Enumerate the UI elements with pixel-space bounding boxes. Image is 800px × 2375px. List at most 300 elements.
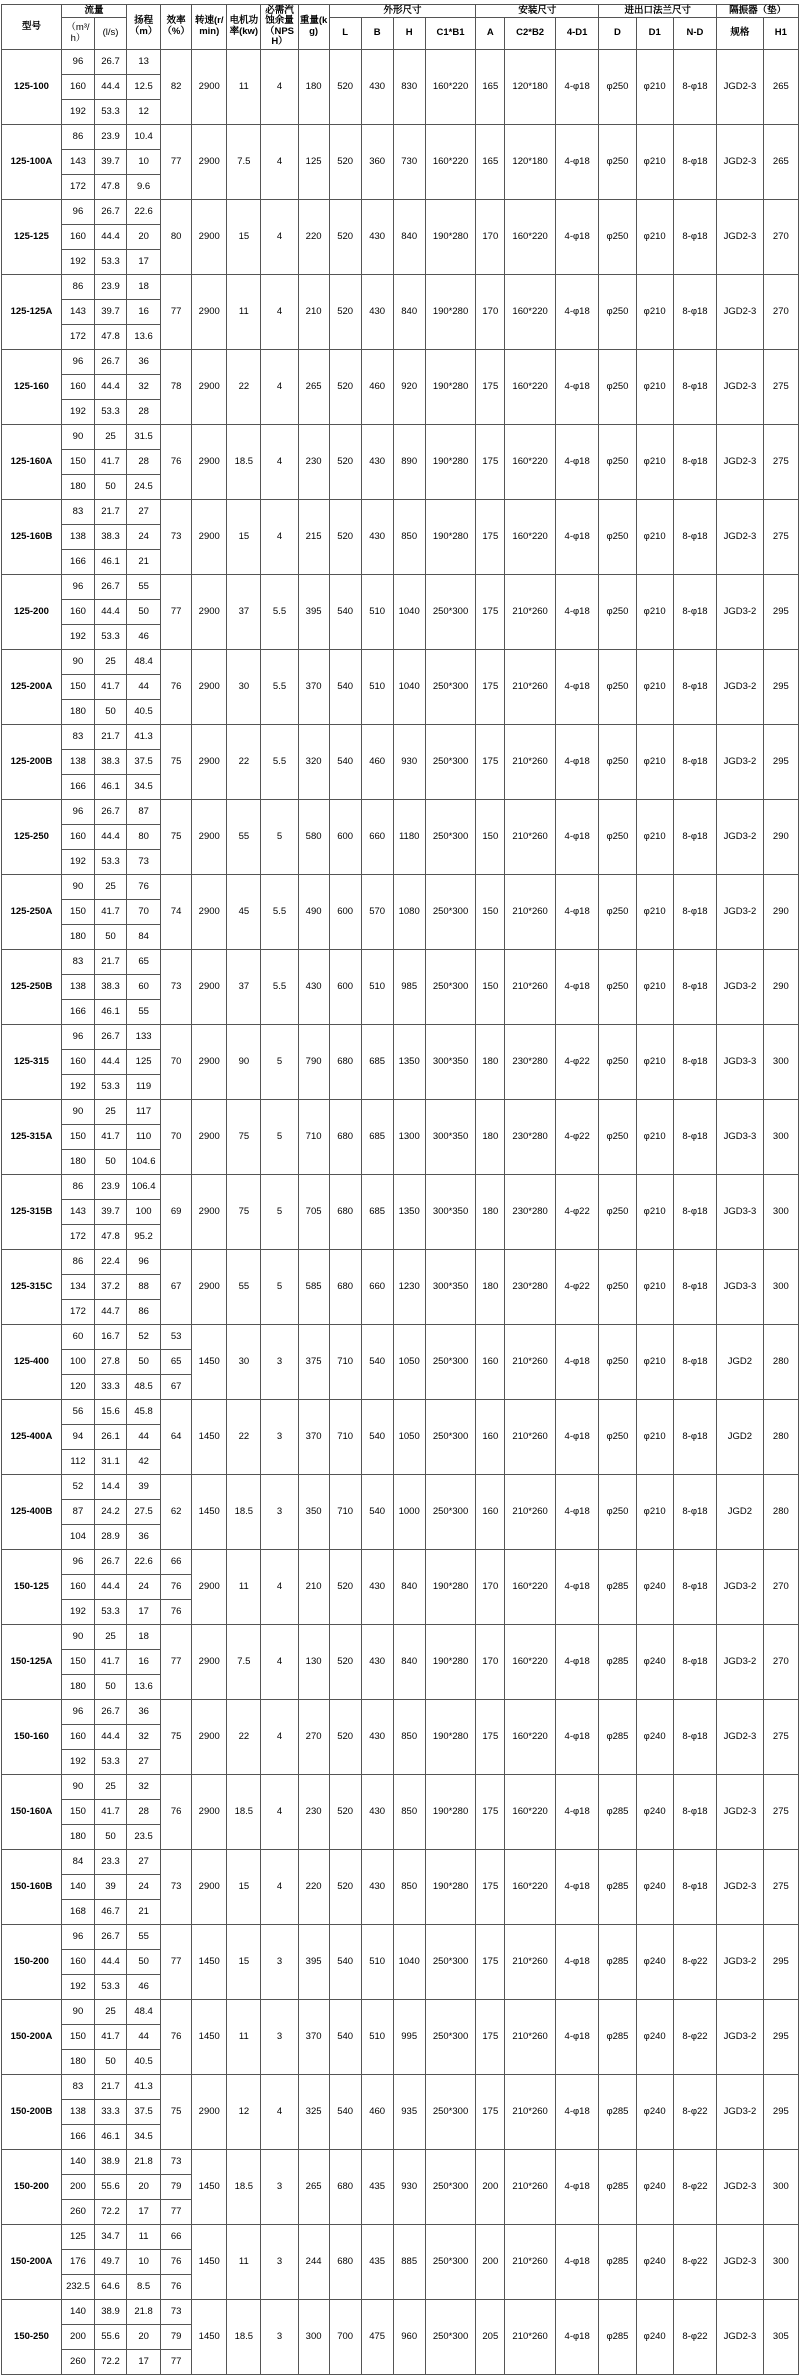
cell-flow-ls: 49.7 [95,2249,127,2274]
cell-A: 165 [476,124,505,199]
cell-flow-ls: 23.9 [95,1174,127,1199]
cell-npsh: 5 [261,1174,298,1249]
cell-head: 17 [127,2199,161,2224]
cell-A: 170 [476,274,505,349]
header-efficiency: 效率（%） [161,5,192,50]
cell-flow-ls: 44.4 [95,824,127,849]
cell-head: 18 [127,274,161,299]
cell-weight: 370 [298,649,329,724]
cell-flow-ls: 46.1 [95,999,127,1024]
cell-B: 460 [361,724,393,799]
cell-L: 520 [329,1699,361,1774]
cell-rpm: 2900 [192,124,227,199]
cell-flow-m3h: 140 [61,2149,94,2174]
cell-B: 360 [361,124,393,199]
cell-flow-ls: 53.3 [95,1974,127,1999]
cell-C1B1: 190*280 [425,499,476,574]
cell-ND: 8-φ18 [673,649,716,724]
cell-L: 520 [329,199,361,274]
cell-head: 39 [127,1474,161,1499]
cell-C2B2: 210*260 [505,799,556,874]
cell-ND: 8-φ22 [673,2149,716,2224]
cell-H1: 280 [763,1324,798,1399]
cell-flow-ls: 26.7 [95,574,127,599]
cell-B: 510 [361,949,393,1024]
cell-D1: φ210 [636,199,673,274]
cell-power: 22 [227,349,261,424]
cell-damper-spec: JGD2-3 [717,2299,764,2374]
cell-ND: 8-φ18 [673,799,716,874]
cell-weight: 210 [298,274,329,349]
cell-damper-spec: JGD2 [717,1474,764,1549]
cell-ND: 8-φ22 [673,2299,716,2374]
cell-flow-m3h: 260 [61,2199,94,2224]
cell-head: 70 [127,899,161,924]
cell-model: 150-200A [2,1999,62,2074]
cell-npsh: 4 [261,274,298,349]
cell-4D1: 4-φ18 [555,724,598,799]
cell-H1: 280 [763,1474,798,1549]
cell-flow-m3h: 172 [61,1299,94,1324]
cell-flow-m3h: 166 [61,774,94,799]
cell-L: 710 [329,1474,361,1549]
cell-C1B1: 190*280 [425,1849,476,1924]
cell-model: 125-315A [2,1099,62,1174]
cell-D: φ250 [599,49,636,124]
cell-flow-ls: 53.3 [95,99,127,124]
cell-B: 430 [361,1774,393,1849]
cell-D1: φ210 [636,49,673,124]
cell-H: 960 [393,2299,425,2374]
cell-L: 600 [329,949,361,1024]
cell-H: 920 [393,349,425,424]
cell-flow-ls: 53.3 [95,1749,127,1774]
cell-flow-ls: 44.4 [95,1574,127,1599]
cell-C1B1: 250*300 [425,1924,476,1999]
cell-flow-m3h: 150 [61,1799,94,1824]
header-weight: 重量(kg) [298,5,329,50]
cell-head: 100 [127,1199,161,1224]
cell-npsh: 4 [261,349,298,424]
cell-flow-ls: 39 [95,1874,127,1899]
cell-C2B2: 210*260 [505,2074,556,2149]
table-row [2,1174,799,1199]
cell-4D1: 4-φ22 [555,1174,598,1249]
cell-flow-m3h: 138 [61,974,94,999]
cell-C1B1: 300*350 [425,1249,476,1324]
cell-H: 1080 [393,874,425,949]
cell-rpm: 2900 [192,1549,227,1624]
cell-flow-m3h: 83 [61,499,94,524]
cell-B: 685 [361,1099,393,1174]
cell-flow-m3h: 83 [61,2074,94,2099]
cell-efficiency: 76 [161,1574,192,1599]
cell-L: 680 [329,1024,361,1099]
table-row [2,724,799,749]
cell-rpm: 1450 [192,1999,227,2074]
cell-npsh: 3 [261,1324,298,1399]
cell-npsh: 3 [261,1999,298,2074]
table-row [2,49,799,74]
header-head: 扬程（m） [127,5,161,50]
header-C1B1: C1*B1 [425,18,476,49]
cell-head: 36 [127,1524,161,1549]
cell-model: 125-160 [2,349,62,424]
cell-efficiency: 82 [161,49,192,124]
cell-flow-ls: 24.2 [95,1499,127,1524]
cell-head: 13.6 [127,324,161,349]
cell-head: 31.5 [127,424,161,449]
cell-flow-m3h: 180 [61,474,94,499]
cell-C1B1: 190*280 [425,274,476,349]
cell-flow-m3h: 90 [61,1099,94,1124]
cell-head: 133 [127,1024,161,1049]
cell-flow-ls: 23.9 [95,124,127,149]
cell-C1B1: 190*280 [425,1774,476,1849]
cell-npsh: 5.5 [261,649,298,724]
cell-head: 8.5 [127,2274,161,2299]
header-A: A [476,18,505,49]
cell-power: 18.5 [227,1474,261,1549]
cell-head: 21.8 [127,2299,161,2324]
cell-head: 50 [127,599,161,624]
cell-flow-ls: 16.7 [95,1324,127,1349]
cell-head: 12 [127,99,161,124]
cell-efficiency: 66 [161,1549,192,1574]
cell-npsh: 5 [261,1099,298,1174]
cell-npsh: 4 [261,1699,298,1774]
cell-flow-ls: 50 [95,1149,127,1174]
cell-C1B1: 300*350 [425,1024,476,1099]
cell-D: φ250 [599,349,636,424]
cell-flow-m3h: 52 [61,1474,94,1499]
cell-4D1: 4-φ18 [555,1399,598,1474]
cell-flow-ls: 23.9 [95,274,127,299]
cell-B: 540 [361,1474,393,1549]
cell-flow-m3h: 192 [61,849,94,874]
cell-C1B1: 160*220 [425,49,476,124]
cell-H1: 275 [763,424,798,499]
cell-C1B1: 190*280 [425,1549,476,1624]
cell-L: 520 [329,124,361,199]
cell-npsh: 4 [261,424,298,499]
header-D1: D1 [636,18,673,49]
table-row [2,1099,799,1124]
cell-flow-ls: 44.4 [95,374,127,399]
cell-4D1: 4-φ22 [555,1024,598,1099]
cell-head: 48.4 [127,1999,161,2024]
cell-D: φ250 [599,1474,636,1549]
cell-flow-m3h: 168 [61,1899,94,1924]
cell-flow-m3h: 160 [61,599,94,624]
header-H: H [393,18,425,49]
cell-L: 700 [329,2299,361,2374]
cell-C2B2: 230*280 [505,1249,556,1324]
cell-flow-m3h: 86 [61,274,94,299]
cell-D1: φ240 [636,1549,673,1624]
cell-flow-ls: 44.4 [95,224,127,249]
cell-flow-ls: 46.7 [95,1899,127,1924]
cell-C1B1: 250*300 [425,1399,476,1474]
cell-flow-ls: 37.2 [95,1274,127,1299]
cell-D1: φ240 [636,2149,673,2224]
cell-flow-m3h: 160 [61,1724,94,1749]
cell-flow-ls: 44.4 [95,1724,127,1749]
table-row [2,799,799,824]
cell-C1B1: 250*300 [425,1999,476,2074]
cell-head: 65 [127,949,161,974]
cell-L: 680 [329,1249,361,1324]
cell-flow-m3h: 150 [61,674,94,699]
cell-flow-ls: 38.3 [95,749,127,774]
cell-C1B1: 250*300 [425,949,476,1024]
table-row [2,1024,799,1049]
cell-flow-ls: 47.8 [95,1224,127,1249]
cell-A: 160 [476,1399,505,1474]
cell-flow-m3h: 86 [61,124,94,149]
cell-model: 125-125A [2,274,62,349]
cell-power: 15 [227,499,261,574]
cell-4D1: 4-φ18 [555,1774,598,1849]
cell-flow-ls: 41.7 [95,449,127,474]
header-mount-group: 安装尺寸 [476,5,599,18]
cell-damper-spec: JGD2-3 [717,424,764,499]
cell-damper-spec: JGD3-2 [717,949,764,1024]
cell-C2B2: 210*260 [505,1999,556,2074]
cell-rpm: 1450 [192,2299,227,2374]
cell-weight: 705 [298,1174,329,1249]
cell-B: 430 [361,1624,393,1699]
cell-flow-ls: 47.8 [95,324,127,349]
cell-flow-m3h: 200 [61,2174,94,2199]
cell-flow-m3h: 260 [61,2349,94,2374]
cell-D1: φ210 [636,574,673,649]
cell-H1: 290 [763,874,798,949]
cell-flow-ls: 25 [95,1999,127,2024]
cell-npsh: 4 [261,1624,298,1699]
cell-head: 86 [127,1299,161,1324]
cell-D: φ250 [599,1249,636,1324]
cell-H1: 265 [763,49,798,124]
cell-head: 45.8 [127,1399,161,1424]
cell-head: 95.2 [127,1224,161,1249]
cell-head: 46 [127,1974,161,1999]
cell-damper-spec: JGD3-2 [717,724,764,799]
cell-head: 52 [127,1324,161,1349]
cell-flow-ls: 41.7 [95,1649,127,1674]
cell-weight: 265 [298,349,329,424]
cell-C1B1: 250*300 [425,2074,476,2149]
cell-A: 165 [476,49,505,124]
cell-flow-ls: 33.3 [95,1374,127,1399]
header-power: 电机功率(kw) [227,5,261,50]
cell-flow-m3h: 86 [61,1249,94,1274]
cell-C2B2: 160*220 [505,349,556,424]
cell-damper-spec: JGD2-3 [717,2224,764,2299]
cell-power: 22 [227,724,261,799]
cell-4D1: 4-φ18 [555,124,598,199]
cell-rpm: 1450 [192,1324,227,1399]
cell-H: 1040 [393,574,425,649]
cell-B: 660 [361,1249,393,1324]
cell-flow-m3h: 200 [61,2324,94,2349]
table-header [2,5,799,50]
cell-head: 80 [127,824,161,849]
cell-B: 510 [361,649,393,724]
cell-flow-ls: 53.3 [95,249,127,274]
header-flow-ls: (l/s) [95,18,127,49]
cell-B: 430 [361,49,393,124]
cell-C2B2: 160*220 [505,424,556,499]
cell-flow-m3h: 160 [61,1949,94,1974]
cell-rpm: 1450 [192,1474,227,1549]
cell-C2B2: 230*280 [505,1099,556,1174]
cell-weight: 210 [298,1549,329,1624]
cell-efficiency: 73 [161,499,192,574]
cell-flow-ls: 50 [95,1674,127,1699]
cell-B: 685 [361,1174,393,1249]
cell-H1: 270 [763,1624,798,1699]
header-ND: N-D [673,18,716,49]
cell-model: 125-315 [2,1024,62,1099]
cell-flow-m3h: 134 [61,1274,94,1299]
cell-flow-m3h: 180 [61,1149,94,1174]
cell-H: 1040 [393,649,425,724]
cell-weight: 270 [298,1699,329,1774]
cell-model: 125-400B [2,1474,62,1549]
cell-head: 117 [127,1099,161,1124]
cell-model: 125-100A [2,124,62,199]
cell-flow-m3h: 150 [61,1124,94,1149]
cell-A: 175 [476,349,505,424]
cell-B: 430 [361,199,393,274]
cell-efficiency: 76 [161,1999,192,2074]
cell-D: φ285 [599,1549,636,1624]
cell-flow-m3h: 172 [61,174,94,199]
cell-A: 170 [476,1549,505,1624]
cell-A: 200 [476,2224,505,2299]
cell-H1: 300 [763,2149,798,2224]
cell-C1B1: 190*280 [425,1624,476,1699]
cell-weight: 325 [298,2074,329,2149]
cell-H1: 300 [763,1249,798,1324]
cell-H: 1050 [393,1399,425,1474]
cell-H: 840 [393,1624,425,1699]
cell-flow-ls: 46.1 [95,549,127,574]
cell-flow-ls: 39.7 [95,299,127,324]
table-row [2,949,799,974]
cell-efficiency: 66 [161,2224,192,2249]
cell-flow-ls: 26.7 [95,1549,127,1574]
cell-C1B1: 160*220 [425,124,476,199]
cell-power: 7.5 [227,1624,261,1699]
cell-damper-spec: JGD3-2 [717,574,764,649]
cell-C1B1: 250*300 [425,2149,476,2224]
cell-head: 22.6 [127,199,161,224]
cell-H: 850 [393,1774,425,1849]
cell-A: 180 [476,1249,505,1324]
cell-damper-spec: JGD3-2 [717,1924,764,1999]
cell-damper-spec: JGD3-2 [717,1549,764,1624]
cell-flow-m3h: 90 [61,1624,94,1649]
cell-efficiency: 73 [161,1849,192,1924]
cell-rpm: 2900 [192,1099,227,1174]
cell-model: 125-250 [2,799,62,874]
cell-power: 7.5 [227,124,261,199]
cell-C2B2: 120*180 [505,49,556,124]
cell-ND: 8-φ18 [673,1174,716,1249]
cell-flow-m3h: 192 [61,399,94,424]
cell-flow-ls: 53.3 [95,1074,127,1099]
cell-weight: 430 [298,949,329,1024]
cell-ND: 8-φ18 [673,949,716,1024]
cell-flow-ls: 53.3 [95,399,127,424]
cell-flow-m3h: 96 [61,349,94,374]
cell-flow-ls: 50 [95,924,127,949]
cell-head: 55 [127,1924,161,1949]
cell-model: 125-160B [2,499,62,574]
cell-flow-ls: 50 [95,2049,127,2074]
cell-weight: 300 [298,2299,329,2374]
cell-A: 150 [476,799,505,874]
cell-flow-ls: 55.6 [95,2324,127,2349]
cell-D1: φ210 [636,1324,673,1399]
cell-C2B2: 160*220 [505,1624,556,1699]
cell-flow-m3h: 192 [61,1974,94,1999]
cell-damper-spec: JGD3-3 [717,1174,764,1249]
cell-L: 600 [329,874,361,949]
cell-head: 87 [127,799,161,824]
cell-weight: 130 [298,1624,329,1699]
cell-weight: 220 [298,199,329,274]
cell-D: φ285 [599,2299,636,2374]
cell-flow-ls: 34.7 [95,2224,127,2249]
cell-head: 32 [127,1774,161,1799]
cell-flow-ls: 25 [95,649,127,674]
cell-H1: 295 [763,724,798,799]
cell-L: 680 [329,1099,361,1174]
cell-ND: 8-φ22 [673,2224,716,2299]
header-flow-group: 流量 [61,5,126,18]
cell-damper-spec: JGD3-3 [717,1024,764,1099]
cell-D1: φ240 [636,1999,673,2074]
cell-L: 520 [329,1624,361,1699]
cell-flow-m3h: 83 [61,724,94,749]
cell-weight: 395 [298,1924,329,1999]
cell-rpm: 2900 [192,1624,227,1699]
cell-npsh: 5.5 [261,724,298,799]
cell-L: 520 [329,424,361,499]
cell-ND: 8-φ18 [673,724,716,799]
cell-H1: 275 [763,499,798,574]
cell-4D1: 4-φ18 [555,274,598,349]
cell-H1: 290 [763,949,798,1024]
cell-C2B2: 210*260 [505,949,556,1024]
cell-power: 18.5 [227,2299,261,2374]
cell-C1B1: 250*300 [425,2299,476,2374]
cell-D: φ250 [599,649,636,724]
cell-npsh: 3 [261,1474,298,1549]
cell-4D1: 4-φ18 [555,2149,598,2224]
cell-flow-ls: 31.1 [95,1449,127,1474]
cell-H: 830 [393,49,425,124]
cell-damper-spec: JGD2-3 [717,274,764,349]
cell-head: 18 [127,1624,161,1649]
cell-efficiency: 80 [161,199,192,274]
cell-power: 11 [227,2224,261,2299]
cell-power: 75 [227,1099,261,1174]
cell-C2B2: 160*220 [505,1549,556,1624]
